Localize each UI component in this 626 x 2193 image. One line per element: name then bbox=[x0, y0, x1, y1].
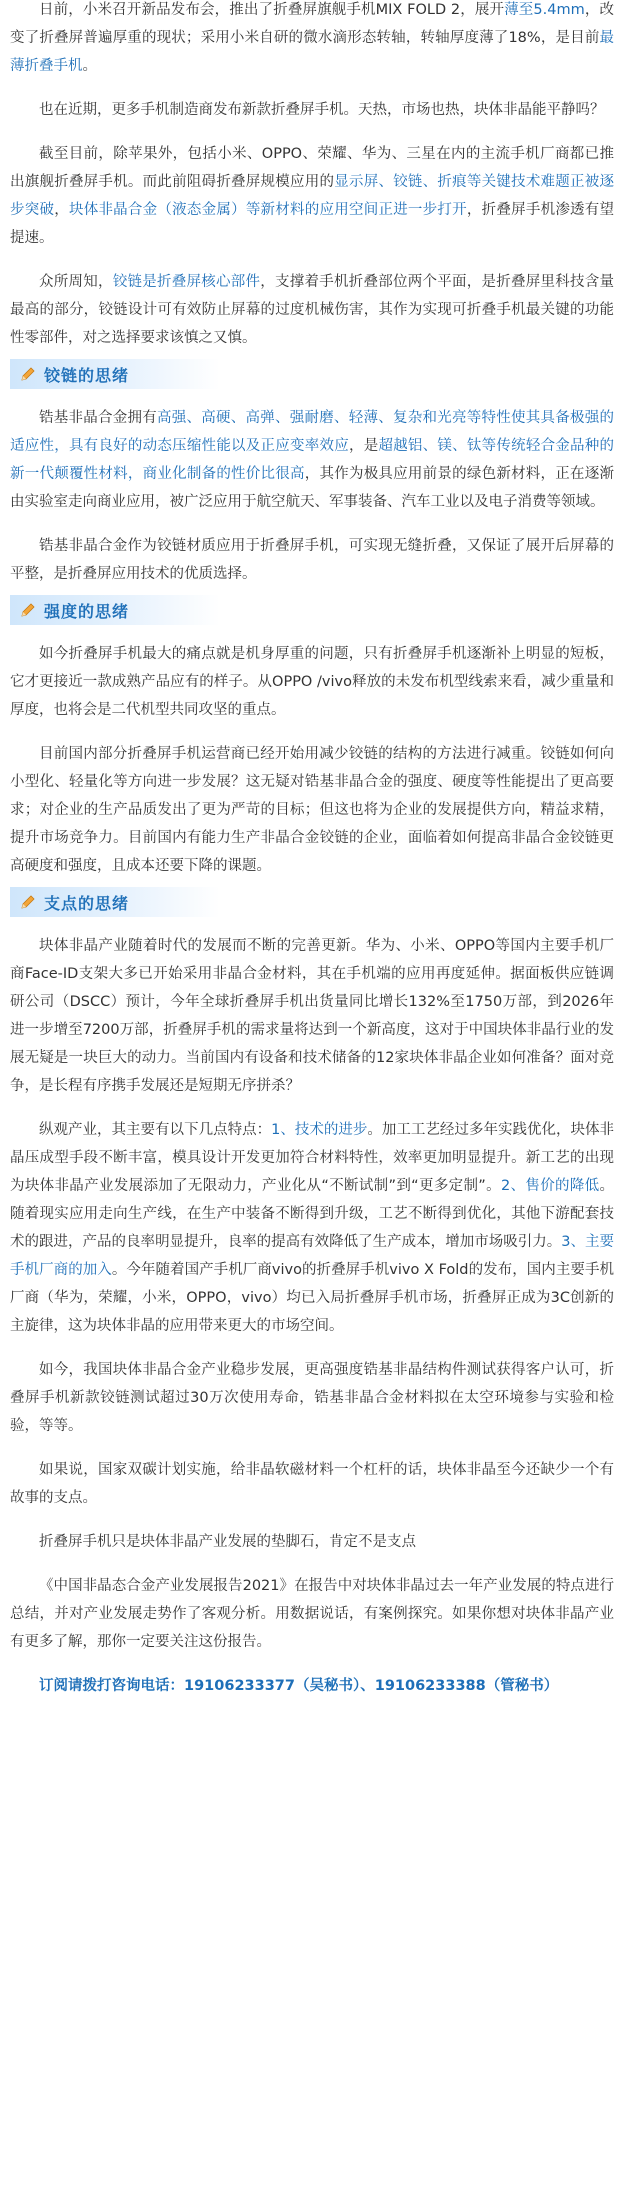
pencil-icon bbox=[20, 894, 36, 910]
paragraph-4 bbox=[10, 268, 614, 352]
section-heading-text: 强度的思绪 bbox=[44, 601, 130, 621]
section-heading-text: 支点的思绪 bbox=[44, 893, 130, 913]
highlight-text: 2、售价的降低 bbox=[500, 1178, 600, 1194]
text: ，改变了折叠屏普遍厚重的现状；采用小米自研的微水滴形态转轴，转轴厚度薄了18%，是目前 bbox=[10, 2, 615, 46]
text: ，是 bbox=[348, 438, 379, 454]
highlight-text: 显示屏、铰链、折痕等关键技术难题正被逐步突破 bbox=[10, 174, 615, 218]
paragraph-13: 折叠屏手机只是块体非晶产业发展的垫脚石，肯定不是支点 bbox=[39, 1534, 416, 1550]
paragraph-5 bbox=[10, 404, 614, 516]
text: 纵观产业，其主要有以下几点特点： bbox=[39, 1122, 272, 1138]
section-heading-bar bbox=[10, 887, 220, 917]
text: 锆基非晶合金拥有 bbox=[39, 410, 157, 426]
text: ，支撑着手机折叠部位两个平面，是折叠屏里科技含量最高的部分，铰链设计可有效防止屏幕的过度机械伤害，其作为实现可折叠手机最关键的功能性零部件，对之选择要求该慎之又慎。 bbox=[10, 274, 614, 346]
text: ， bbox=[54, 202, 69, 218]
paragraph-11: 如今，我国块体非晶合金产业稳步发展，更高强度锆基非晶结构件测试获得客户认可，折叠屏手机新款铰链测试超过30万次使用寿命，锆基非晶合金材料拟在太空环境参与实验和检验，等等。 bbox=[10, 1362, 614, 1434]
paragraph-12: 如果说，国家双碳计划实施，给非晶软磁材料一个杠杆的话，块体非晶至今还缺少一个有故事的支点。 bbox=[10, 1462, 614, 1506]
highlight-text: 最薄折叠手机 bbox=[10, 30, 614, 74]
contact-info: 订阅请拨打咨询电话：19106233377（吴秘书）、19106233388（管秘书） bbox=[39, 1678, 559, 1694]
paragraph-6: 锆基非晶合金作为铰链材质应用于折叠屏手机，可实现无缝折叠，又保证了展开后屏幕的平整，是折叠屏应用技术的优质选择。 bbox=[10, 538, 614, 582]
text: 众所周知， bbox=[39, 274, 113, 290]
paragraph-8: 目前国内部分折叠屏手机运营商已经开始用减少铰链的结构的方法进行减重。铰链如何向小型化、轻量化等方向进一步发展？这无疑对锆基非晶合金的强度、硬度等性能提出了更高要求；对企业的生产品质发出了更为严苛的目标；但这也将为企业的发展提供方向，精益求精，提升市场竞争力。目前国内有能力生产非晶合金铰链的企业，面临着如何提高非晶合金铰链更高硬度和强度，且成本还要下降的课题。 bbox=[10, 746, 614, 874]
highlight-text: 3、主要手机厂商的加入 bbox=[10, 1234, 614, 1278]
pencil-icon bbox=[20, 366, 36, 382]
text: 。加工工艺经过多年实践优化，块体非晶压成型手段不断丰富，模具设计开发更加符合材料特性，效率更加明显提升。新工艺的出现为块体非晶产业发展添加了无限动力，产业化从“不断试制”到“更多定制”。 bbox=[10, 1122, 614, 1194]
text: 。随着现实应用走向生产线，在生产中装备不断得到升级，工艺不断得到优化，其他下游配套技术的跟进，产品的良率明显提升，良率的提高有效降低了生产成本，增加市场吸引力。 bbox=[10, 1178, 614, 1250]
highlight-text: 铰链是折叠屏核心部件 bbox=[112, 274, 261, 290]
section-heading-text: 铰链的思绪 bbox=[44, 365, 130, 385]
text: ，折叠屏手机渗透有望提速。 bbox=[10, 202, 615, 246]
paragraph-10 bbox=[10, 1116, 614, 1340]
section-heading-bar bbox=[10, 359, 220, 389]
section-heading-hinge bbox=[10, 356, 614, 392]
highlight-text: 超越铝、镁、钛等传统轻合金品种的新一代颠覆性材料，商业化制备的性价比很高 bbox=[10, 438, 615, 482]
section-heading-bar bbox=[10, 595, 220, 625]
text: 日前，小米召开新品发布会，推出了折叠屏旗舰手机MIX FOLD 2，展开 bbox=[39, 2, 505, 18]
paragraph-14: 《中国非晶态合金产业发展报告2021》在报告中对块体非晶过去一年产业发展的特点进行总结，并对产业发展走势作了客观分析。用数据说话，有案例探究。如果你想对块体非晶产业有更多了解，那你一定要关注这份报告。 bbox=[10, 1578, 614, 1650]
text: 截至目前，除苹果外，包括小米、OPPO、荣耀、华为、三星在内的主流手机厂商都已推出旗舰折叠屏手机。而此前阻碍折叠屏规模应用的 bbox=[10, 146, 614, 190]
pencil-icon bbox=[20, 602, 36, 618]
text: ，其作为极具应用前景的绿色新材料，正在逐渐由实验室走向商业应用，被广泛应用于航空航天、军事装备、汽车工业以及电子消费等领域。 bbox=[10, 466, 614, 510]
section-heading-strength bbox=[10, 592, 614, 628]
text: 。 bbox=[82, 58, 97, 74]
paragraph-1 bbox=[10, 0, 614, 80]
highlight-text: 1、技术的进步 bbox=[271, 1122, 368, 1138]
highlight-text: 薄至5.4mm bbox=[504, 2, 585, 18]
section-heading-fulcrum bbox=[10, 884, 614, 920]
paragraph-9: 块体非晶产业随着时代的发展而不断的完善更新。华为、小米、OPPO等国内主要手机厂商Face-ID支架大多已开始采用非晶合金材料，其在手机端的应用再度延伸。据面板供应链调研公司（DSCC）预计，今年全球折叠屏手机出货量同比增长132%至1750万部，到2026年进一步增至7200万部，折叠屏手机的需求量将达到一个新高度，这对于中国块体非晶行业的发展无疑是一块巨大的动力。当前国内有设备和技术储备的12家块体非晶企业如何准备？面对竞争，是长程有序携手发展还是短期无序拼杀？ bbox=[10, 938, 614, 1094]
text: 。今年随着国产手机厂商vivo的折叠屏手机vivo X Fold的发布，国内主要手机厂商（华为，荣耀，小米，OPPO，vivo）均已入局折叠屏手机市场，折叠屏正成为3C创新的主旋律，这为块体非晶的应用带来更大的市场空间。 bbox=[10, 1262, 615, 1334]
highlight-text: 块体非晶合金（液态金属）等新材料的应用空间正进一步打开 bbox=[68, 202, 467, 218]
paragraph-3 bbox=[10, 140, 614, 252]
paragraph-7: 如今折叠屏手机最大的痛点就是机身厚重的问题，只有折叠屏手机逐渐补上明显的短板，它才更接近一款成熟产品应有的样子。从OPPO /vivo释放的未发布机型线索来看，减少重量和厚度，也将会是二代机型共同攻坚的重点。 bbox=[10, 646, 614, 718]
paragraph-2: 也在近期，更多手机制造商发布新款折叠屏手机。天热，市场也热，块体非晶能平静吗？ bbox=[39, 102, 605, 118]
highlight-text: 高强、高硬、高弹、强耐磨、轻薄、复杂和光亮等特性使其具备极强的适应性，具有良好的动态压缩性能以及正应变率效应 bbox=[10, 410, 614, 454]
